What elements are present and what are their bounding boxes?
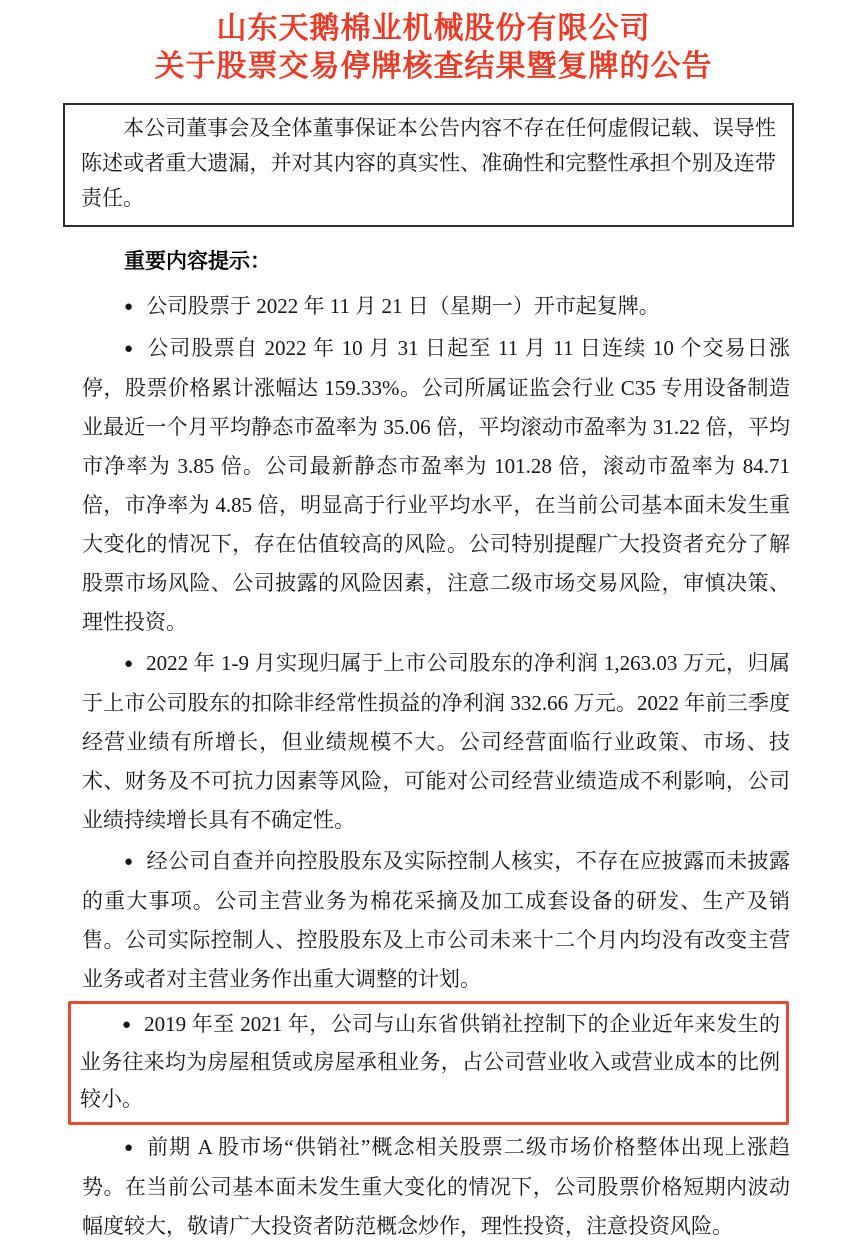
disclaimer-text: 本公司董事会及全体董事保证本公告内容不存在任何虚假记载、误导性陈述或者重大遗漏，并对其内容的真实性、准确性和完整性承担个别及连带责任。 <box>81 116 776 210</box>
bullet-paragraph-price-surge <box>82 329 790 642</box>
page-title-line2: 关于股票交易停牌核查结果暨复牌的公告 <box>154 50 713 83</box>
bullet-icon: ● <box>122 1017 132 1033</box>
section-heading-important-notice: 重要内容提示： <box>124 250 271 273</box>
bullet-icon: ● <box>124 854 134 870</box>
paragraph-text: 2019 年至 2021 年，公司与山东省供销社控制下的企业近年来发生的业务往来均为房屋租赁或房屋承租业务，占公司营业收入或营业成本的比例较小。 <box>80 1012 780 1111</box>
paragraph-text: 公司股票于 2022 年 11 月 21 日（星期一）开市起复牌。 <box>146 294 660 318</box>
document-header <box>0 0 867 86</box>
disclaimer-box <box>63 103 794 227</box>
bullet-icon: ● <box>124 299 134 315</box>
paragraph-text: 经公司自查并向控股股东及实际控制人核实，不存在应披露而未披露的重大事项。公司主营业务为棉花采摘及加工成套设备的研发、生产及销售。公司实际控制人、控股股东及上市公司未来十二个月内均没有改变主营业务或者对主营业务作出重大调整的计划。 <box>82 849 790 991</box>
bullet-paragraph-market-risk <box>82 1128 790 1246</box>
bullet-paragraph-supply-society-business <box>80 1006 780 1118</box>
highlight-box <box>68 1001 789 1125</box>
paragraph-text: 2022 年 1-9 月实现归属于上市公司股东的净利润 1,263.03 万元，归属于上市公司股东的扣除非经常性损益的净利润 332.66 万元。2022 年前三季度经营业绩有所增长，但业绩规模不大。公司经营面临行业政策、市场、技术、财务及不可抗力因素等风险，可能对公司经营业绩造成不利影响，公司业绩持续增长具有不确定性。 <box>82 651 790 832</box>
paragraph-text: 公司股票自 2022 年 10 月 31 日起至 11 月 11 日连续 10 个交易日涨停，股票价格累计涨幅达 159.33%。公司所属证监会行业 C35 专用设备制造业最近一个月平均静态市盈率为 35.06 倍，平均滚动市盈率为 31.22 倍，平均市净率为 3.85 倍。公司最新静态市盈率为 101.28 倍，滚动市盈率为 84.71 倍，市净率为 4.85 倍，明显高于行业平均水平，在当前公司基本面未发生重大变化的情况下，存在估值较高的风险。公司特别提醒广大投资者充分了解股票市场风险、公司披露的风险因素，注意二级市场交易风险，审慎决策、理性投资。 <box>82 336 790 634</box>
bullet-paragraph-resumption-date <box>82 287 790 327</box>
bullet-paragraph-earnings <box>82 644 790 840</box>
bullet-icon: ● <box>124 1140 134 1156</box>
paragraph-text: 前期 A 股市场“供销社”概念相关股票二级市场价格整体出现上涨趋势。在当前公司基本面未发生重大变化的情况下，公司股票价格短期内波动幅度较大，敬请广大投资者防范概念炒作，理性投资，注意投资风险。 <box>82 1135 790 1238</box>
bullet-icon: ● <box>124 656 134 672</box>
page-title-line1: 山东天鹅棉业机械股份有限公司 <box>216 12 651 45</box>
bullet-icon: ● <box>124 341 134 357</box>
bullet-paragraph-self-check <box>82 842 790 999</box>
